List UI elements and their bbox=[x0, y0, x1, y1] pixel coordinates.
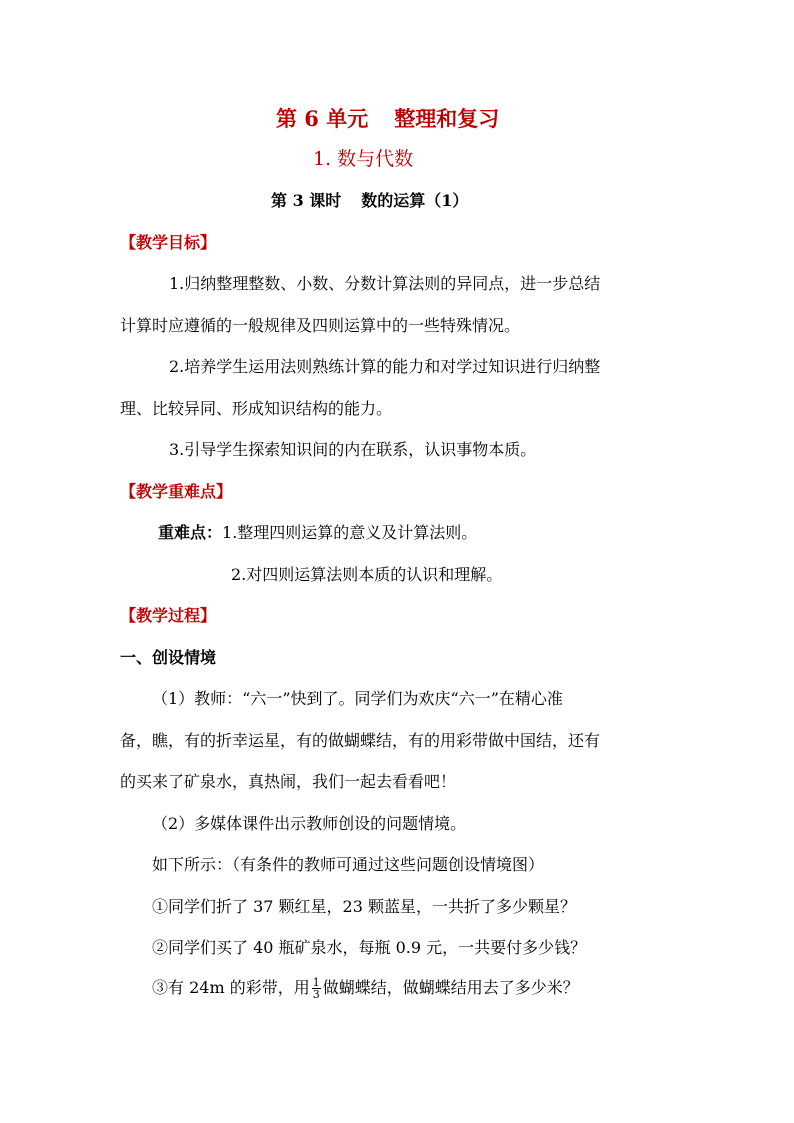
fraction-denominator: 3 bbox=[312, 988, 320, 1001]
question-2: ②同学们买了 40 瓶矿泉水，每瓶 0.9 元，一共要付多少钱？ bbox=[152, 938, 587, 957]
key-points-label: 重难点： bbox=[158, 523, 223, 542]
goal-2-line-1: 2.培养学生运用法则熟练计算的能力和对学过知识进行归纳整 bbox=[169, 357, 601, 376]
question-3-before: ③有 24m 的彩带，用 bbox=[152, 978, 310, 997]
unit-title-number: 第 6 单元 bbox=[276, 106, 369, 131]
goal-3: 3.引导学生探索知识间的内在联系，认识事物本质。 bbox=[169, 440, 537, 459]
step-1-title: 一、创设情境 bbox=[120, 648, 217, 667]
goal-2-line-2: 理、比较异同、形成知识结构的能力。 bbox=[120, 399, 393, 418]
scenario-line-3: 的买来了矿泉水，真热闹，我们一起去看看吧！ bbox=[120, 772, 457, 791]
lesson-number: 第 3 课时 bbox=[271, 191, 342, 210]
goal-1-line-1: 1.归纳整理整数、小数、分数计算法则的异同点，进一步总结 bbox=[169, 274, 601, 293]
scenario-media: （2）多媒体课件出示教师创设的问题情境。 bbox=[152, 814, 467, 833]
lesson-title bbox=[271, 191, 468, 211]
section-title: 1. 数与代数 bbox=[313, 148, 414, 170]
key-point-1 bbox=[158, 523, 477, 543]
question-1: ①同学们折了 37 颗红星，23 颗蓝星，一共折了多少颗星？ bbox=[152, 897, 576, 916]
key-point-1-text: 1.整理四则运算的意义及计算法则。 bbox=[222, 523, 478, 542]
scenario-intro: 如下所示：（有条件的教师可通过这些问题创设情境图） bbox=[152, 855, 545, 874]
scenario-line-2: 备，瞧，有的折幸运星，有的做蝴蝶结，有的用彩带做中国结，还有 bbox=[120, 731, 601, 750]
key-point-2: 2.对四则运算法则本质的认识和理解。 bbox=[231, 565, 503, 584]
scenario-line-1: （1）教师：“六一”快到了。同学们为欢庆“六一”在精心准 bbox=[152, 689, 563, 708]
question-3 bbox=[152, 977, 579, 1000]
fraction-one-third bbox=[312, 977, 321, 1000]
unit-title bbox=[276, 106, 499, 132]
key-points-heading: 【教学重难点】 bbox=[120, 482, 233, 501]
goals-heading: 【教学目标】 bbox=[120, 233, 217, 252]
unit-title-name: 整理和复习 bbox=[394, 106, 500, 131]
fraction-numerator: 1 bbox=[312, 976, 320, 989]
lesson-name: 数的运算（1） bbox=[361, 191, 469, 210]
goal-1-line-2: 计算时应遵循的一般规律及四则运算中的一些特殊情况。 bbox=[120, 316, 521, 335]
question-3-after: 做蝴蝶结，做蝴蝶结用去了多少米？ bbox=[322, 978, 579, 997]
process-heading: 【教学过程】 bbox=[120, 606, 217, 625]
